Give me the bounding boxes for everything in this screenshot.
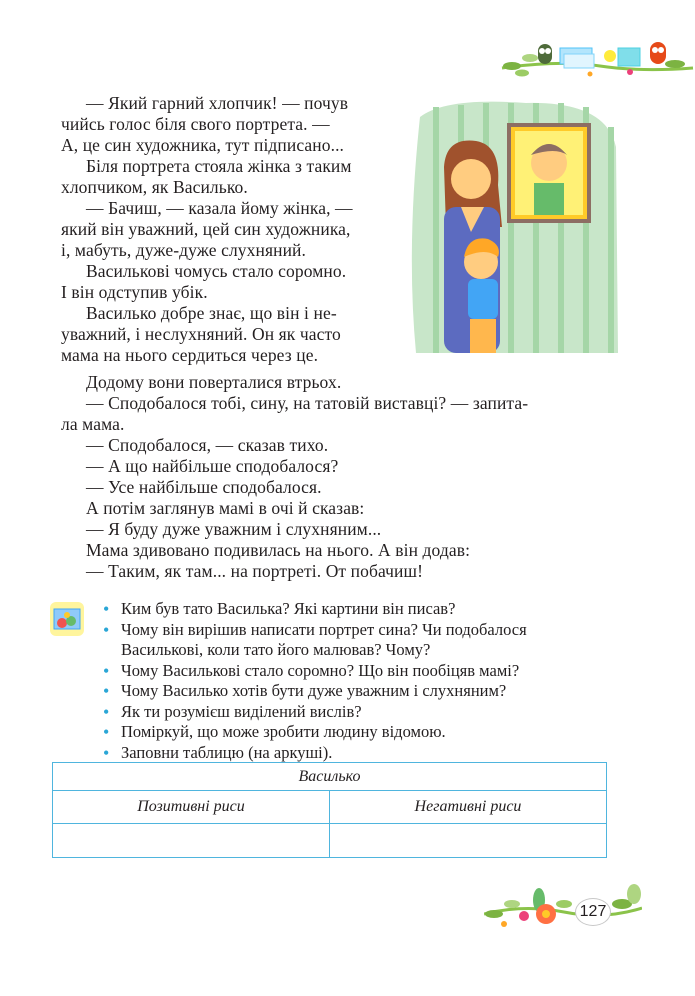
- question-text: Чому він вирішив написати портрет сина? Чи подобалося: [121, 619, 527, 639]
- traits-table: [52, 762, 607, 858]
- story-line: А потім заглянув мамі в очі й сказав:: [86, 498, 365, 518]
- story-line: Василькові чомусь стало соромно.: [86, 261, 347, 281]
- story-line: І він одступив убік.: [61, 282, 208, 302]
- bullet-icon: •: [103, 619, 110, 640]
- column-header-negative: Негативні риси: [330, 791, 607, 824]
- story-line: — Усе найбільше сподобалося.: [86, 477, 322, 497]
- positive-traits-cell[interactable]: [53, 824, 330, 858]
- question-item: [101, 681, 621, 702]
- story-line: Біля портрета стояла жінка з таким: [86, 156, 352, 176]
- question-item: [101, 722, 621, 743]
- questions-list: [101, 599, 621, 763]
- story-line: — Я буду дуже уважним і слухняним...: [86, 519, 382, 539]
- bullet-icon: •: [103, 701, 110, 722]
- story-line: А, це син художника, тут підписано...: [61, 135, 345, 155]
- story-line: і, мабуть, дуже-дуже слухняний.: [61, 240, 306, 260]
- table-title-cell: Василько: [53, 763, 607, 791]
- story-line: — Таким, як там... на портреті. От побачиш!: [86, 561, 424, 581]
- column-header-positive: Позитивні риси: [53, 791, 330, 824]
- story-line: — Сподобалося, — сказав тихо.: [86, 435, 329, 455]
- bullet-icon: •: [103, 722, 110, 742]
- question-text-continued: Василькові, коли тато його малював? Чому?: [121, 640, 431, 659]
- story-text-bottom: [61, 372, 621, 582]
- question-text: Чому Василько хотів бути дуже уважним і слухняним?: [121, 681, 507, 700]
- bottom-flower-decoration: [484, 874, 642, 934]
- story-text-top: [61, 93, 621, 366]
- question-text: Ким був тато Василька? Які картини він писав?: [121, 599, 456, 618]
- bullet-icon: •: [103, 681, 110, 701]
- question-item: [101, 620, 621, 661]
- question-text: Чому Василькові стало соромно? Що він пообіцяв мамі?: [121, 660, 520, 680]
- story-line: Додому вони поверталися втрьох.: [86, 372, 342, 392]
- story-line: Василько добре знає, що він і не-: [86, 303, 337, 323]
- top-decoration-books-owl: [500, 38, 695, 83]
- page-number: 127: [575, 898, 611, 926]
- story-line: — А що найбільше сподобалося?: [86, 456, 339, 476]
- bullet-icon: •: [103, 660, 110, 681]
- story-line: чийсь голос біля свого портрета. —: [61, 114, 330, 134]
- story-line: який він уважний, цей син художника,: [61, 219, 351, 239]
- question-text: Заповни таблицю (на аркуші).: [121, 742, 333, 762]
- question-item: [101, 702, 621, 723]
- story-line: уважний, і неслухняний. Он як часто: [61, 324, 341, 344]
- question-item: [101, 743, 621, 764]
- story-line: хлопчиком, як Василько.: [61, 177, 248, 197]
- negative-traits-cell[interactable]: [330, 824, 607, 858]
- story-line: — Сподобалося тобі, сину, на татовій виставці? — запита-: [86, 393, 529, 413]
- question-item: [101, 599, 621, 620]
- story-line: мама на нього сердиться через це.: [61, 345, 319, 365]
- story-line: ла мама.: [61, 414, 125, 434]
- story-line: — Який гарний хлопчик! — почув: [86, 93, 349, 113]
- bullet-icon: •: [103, 742, 110, 763]
- story-line: Мама здивовано подивилась на нього. А він додав:: [86, 540, 471, 560]
- question-text: Поміркуй, що може зробити людину відомою.: [121, 722, 446, 741]
- story-line: — Бачиш, — казала йому жінка, —: [86, 198, 353, 218]
- questions-book-icon: [49, 601, 85, 637]
- question-text: Як ти розумієш виділений вислів?: [121, 701, 362, 721]
- bullet-icon: •: [103, 599, 110, 619]
- question-item: [101, 661, 621, 682]
